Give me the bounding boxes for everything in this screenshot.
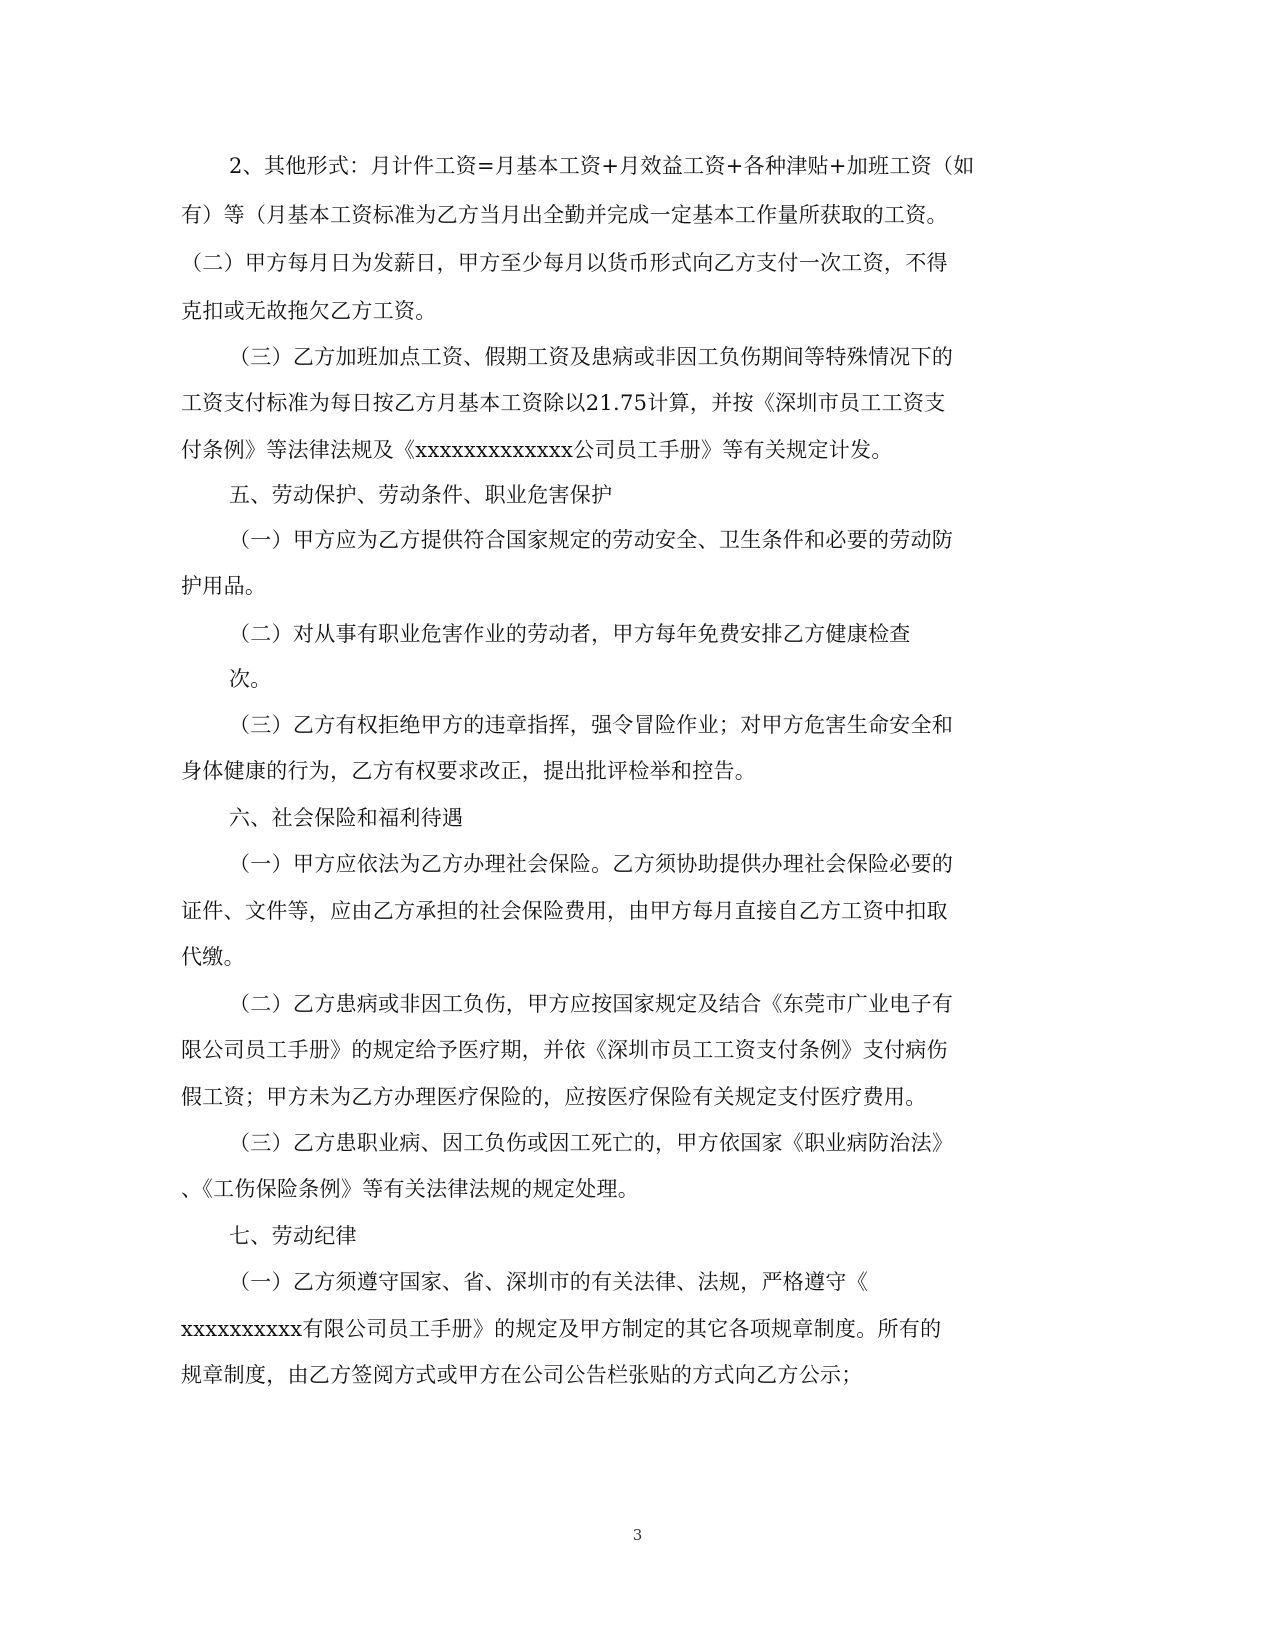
body-line: （三）乙方患职业病、因工负伤或因工死亡的，甲方依国家《职业病防治法》 [229,1131,954,1155]
body-line: （二）甲方每月日为发薪日，甲方至少每月以货币形式向乙方支付一次工资，不得 [181,251,948,275]
body-line: 付条例》等法律法规及《xxxxxxxxxxxxx公司员工手册》等有关规定计发。 [181,438,893,462]
body-line: 、《工伤保险条例》等有关法律法规的规定处理。 [181,1177,640,1201]
body-line: （三）乙方有权拒绝甲方的违章指挥，强令冒险作业；对甲方危害生命安全和 [229,713,954,737]
body-line: 限公司员工手册》的规定给予医疗期，并依《深圳市员工工资支付条例》支付病伤 [181,1038,948,1062]
body-line: 代缴。 [181,945,245,969]
body-line: （三）乙方加班加点工资、假期工资及患病或非因工负伤期间等特殊情况下的 [229,345,954,369]
body-line: 证件、文件等，应由乙方承担的社会保险费用，由甲方每月直接自乙方工资中扣取 [181,899,948,923]
body-line: （二）乙方患病或非因工负伤，甲方应按国家规定及结合《东莞市广业电子有 [229,992,954,1016]
body-line: 克扣或无故拖欠乙方工资。 [181,299,437,323]
body-line: 护用品。 [181,574,267,598]
section-heading: 七、劳动纪律 [229,1224,357,1248]
section-heading: 六、社会保险和福利待遇 [229,806,464,830]
body-line: 规章制度，由乙方签阅方式或甲方在公司公告栏张贴的方式向乙方公示； [181,1363,863,1387]
section-heading: 五、劳动保护、劳动条件、职业危害保护 [229,483,613,507]
body-line: 有）等（月基本工资标准为乙方当月出全勤并完成一定基本工作量所获取的工资。 [181,203,948,227]
body-line: （一）乙方须遵守国家、省、深圳市的有关法律、法规，严格遵守《 [229,1270,868,1294]
body-line: 次。 [229,667,272,691]
body-line: （二）对从事有职业危害作业的劳动者，甲方每年免费安排乙方健康检查 [229,622,911,646]
body-line: xxxxxxxxxx有限公司员工手册》的规定及甲方制定的其它各项规章制度。所有的 [181,1317,942,1341]
page-number: 3 [632,1526,643,1544]
body-line: （一）甲方应依法为乙方办理社会保险。乙方须协助提供办理社会保险必要的 [229,852,954,876]
body-line: （一）甲方应为乙方提供符合国家规定的劳动安全、卫生条件和必要的劳动防 [229,528,954,552]
body-line: 工资支付标准为每日按乙方月基本工资除以21.75计算，并按《深圳市员工工资支 [181,391,946,415]
body-line: 2、其他形式：月计件工资=月基本工资+月效益工资+各种津贴+加班工资（如 [229,154,975,178]
body-line: 身体健康的行为，乙方有权要求改正，提出批评检举和控告。 [181,759,757,783]
body-line: 假工资；甲方未为乙方办理医疗保险的，应按医疗保险有关规定支付医疗费用。 [181,1085,927,1109]
